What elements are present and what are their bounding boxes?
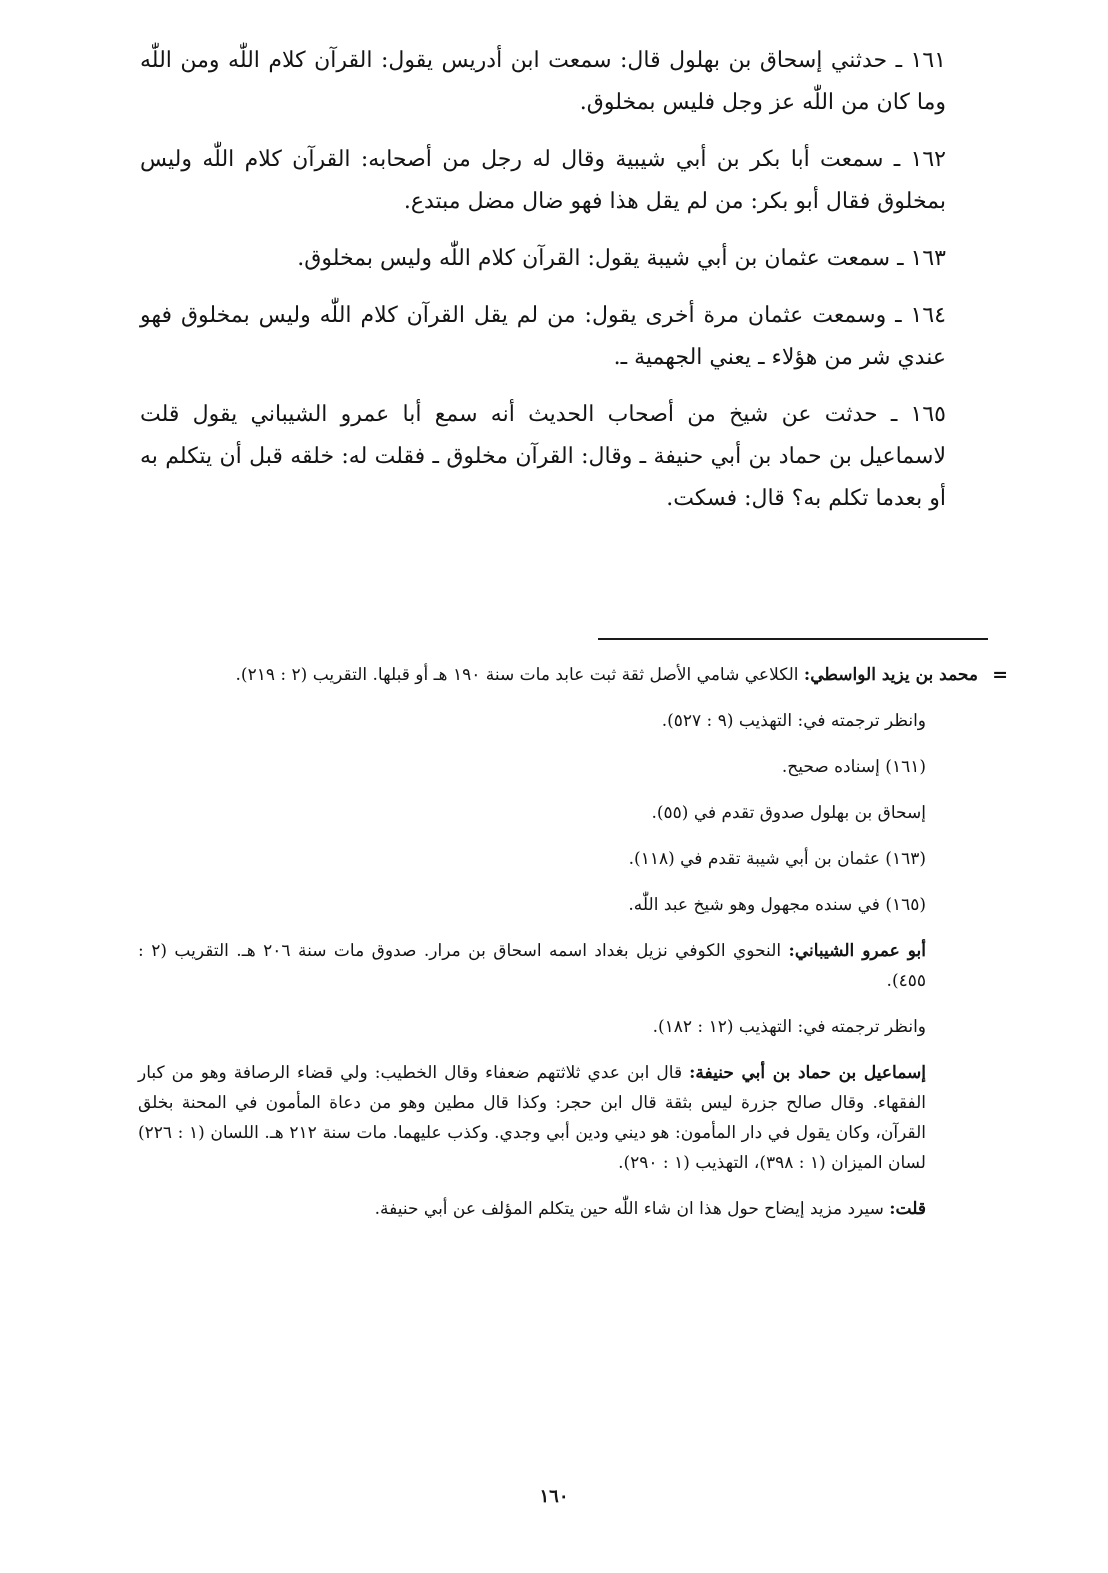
footnote-heading: قلت: [889,1199,926,1219]
continuation-mark: = [992,664,1008,686]
hadith-entry-162: ١٦٢ ـ سمعت أبا بكر بن أبي شيبية وقال له رجل من أصحابه: القرآن كلام اللّٰه وليس بمخلوق فقال أبو بكر: من لم يقل هذا فهو ضال مضل مبتدع. [140,147,946,214]
footnote-text: إسحاق بن بهلول صدوق تقدم في (٥٥). [651,803,926,823]
footnote-text: (١٦١) إسناده صحيح. [781,757,926,777]
footnote-163 [138,844,978,874]
footnote-165 [138,890,978,920]
hadith-entry-161: ١٦١ ـ حدثني إسحاق بن بهلول قال: سمعت ابن أدريس يقول: القرآن كلام اللّٰه ومن اللّٰه وما كان من اللّٰه عز وجل فليس بمخلوق. [140,48,946,115]
footnotes-block [138,660,1008,1240]
hadith-entry-163: ١٦٣ ـ سمعت عثمان بن أبي شيبة يقول: القرآن كلام اللّٰه وليس بمخلوق. [297,246,946,271]
footnote-text: (١٦٥) في سنده مجهول وهو شيخ عبد اللّٰه. [628,895,926,915]
footnote-text: الكلاعي شامي الأصل ثقة ثبت عابد مات سنة ١٩٠ هـ أو قبلها. التقريب (٢ : ٢١٩). [235,665,804,685]
footnote-wasiti [138,660,1008,690]
main-text-block [140,40,970,535]
page-number: ١٦٠ [539,1486,569,1507]
footnote-qultu [138,1194,978,1224]
footnote-text: وانظر ترجمته في: التهذيب (١٢ : ١٨٢). [652,1017,926,1037]
footnote-text: وانظر ترجمته في: التهذيب (٩ : ٥٢٧). [661,711,926,731]
hadith-entry-165: ١٦٥ ـ حدثت عن شيخ من أصحاب الحديث أنه سمع أبا عمرو الشيباني يقول قلت لاسماعيل بن حماد بن أبي حنيفة ـ وقال: القرآن مخلوق ـ فقلت له: خلقه قبل أن يتكلم به أو بعدما تكلم به؟ قال: فسكت. [140,402,946,511]
footnote-see-translation-2 [138,1012,978,1042]
hadith-entry-164: ١٦٤ ـ وسمعت عثمان مرة أخرى يقول: من لم يقل القرآن كلام اللّٰه وليس بمخلوق فهو عندي شر من هؤلاء ـ يعني الجهمية ـ. [140,303,946,370]
footnote-161 [138,752,978,782]
footnote-ismail [138,1058,978,1178]
footnote-heading: أبو عمرو الشيباني: [788,941,926,961]
footnote-shaybani [138,936,978,996]
footnote-heading: محمد بن يزيد الواسطي: [803,665,978,685]
footnote-text: سيرد مزيد إيضاح حول هذا ان شاء اللّٰه حين يتكلم المؤلف عن أبي حنيفة. [374,1199,890,1219]
footnote-text: (١٦٣) عثمان بن أبي شيبة تقدم في (١١٨). [628,849,926,869]
footnote-text: النحوي الكوفي نزيل بغداد اسمه اسحاق بن مرار. صدوق مات سنة ٢٠٦ هـ. التقريب (٢ : ٤٥٥). [138,941,926,991]
footnote-ishaq [138,798,978,828]
footnote-separator-rule [598,638,988,640]
footnote-text: قال ابن عدي ثلاثتهم ضعفاء وقال الخطيب: ولي قضاء الرصافة وهو من كبار الفقهاء. وقال صالح جزرة ليس بثقة قال ابن حجر: وكذا قال مطين وهو من دعاة المأمون في المحنة بخلق القرآن، وكان يقول في دار المأمون: هو ديني ودين أبي وجدي. وكذب عليهما. مات سنة ٢١٢ هـ. اللسان (١ : ٢٢٦) لسان الميزان (١ : ٣٩٨)، التهذيب (١ : ٢٩٠). [138,1063,926,1173]
footnote-heading: إسماعيل بن حماد بن أبي حنيفة: [689,1063,926,1083]
footnote-see-translation-1 [138,706,978,736]
